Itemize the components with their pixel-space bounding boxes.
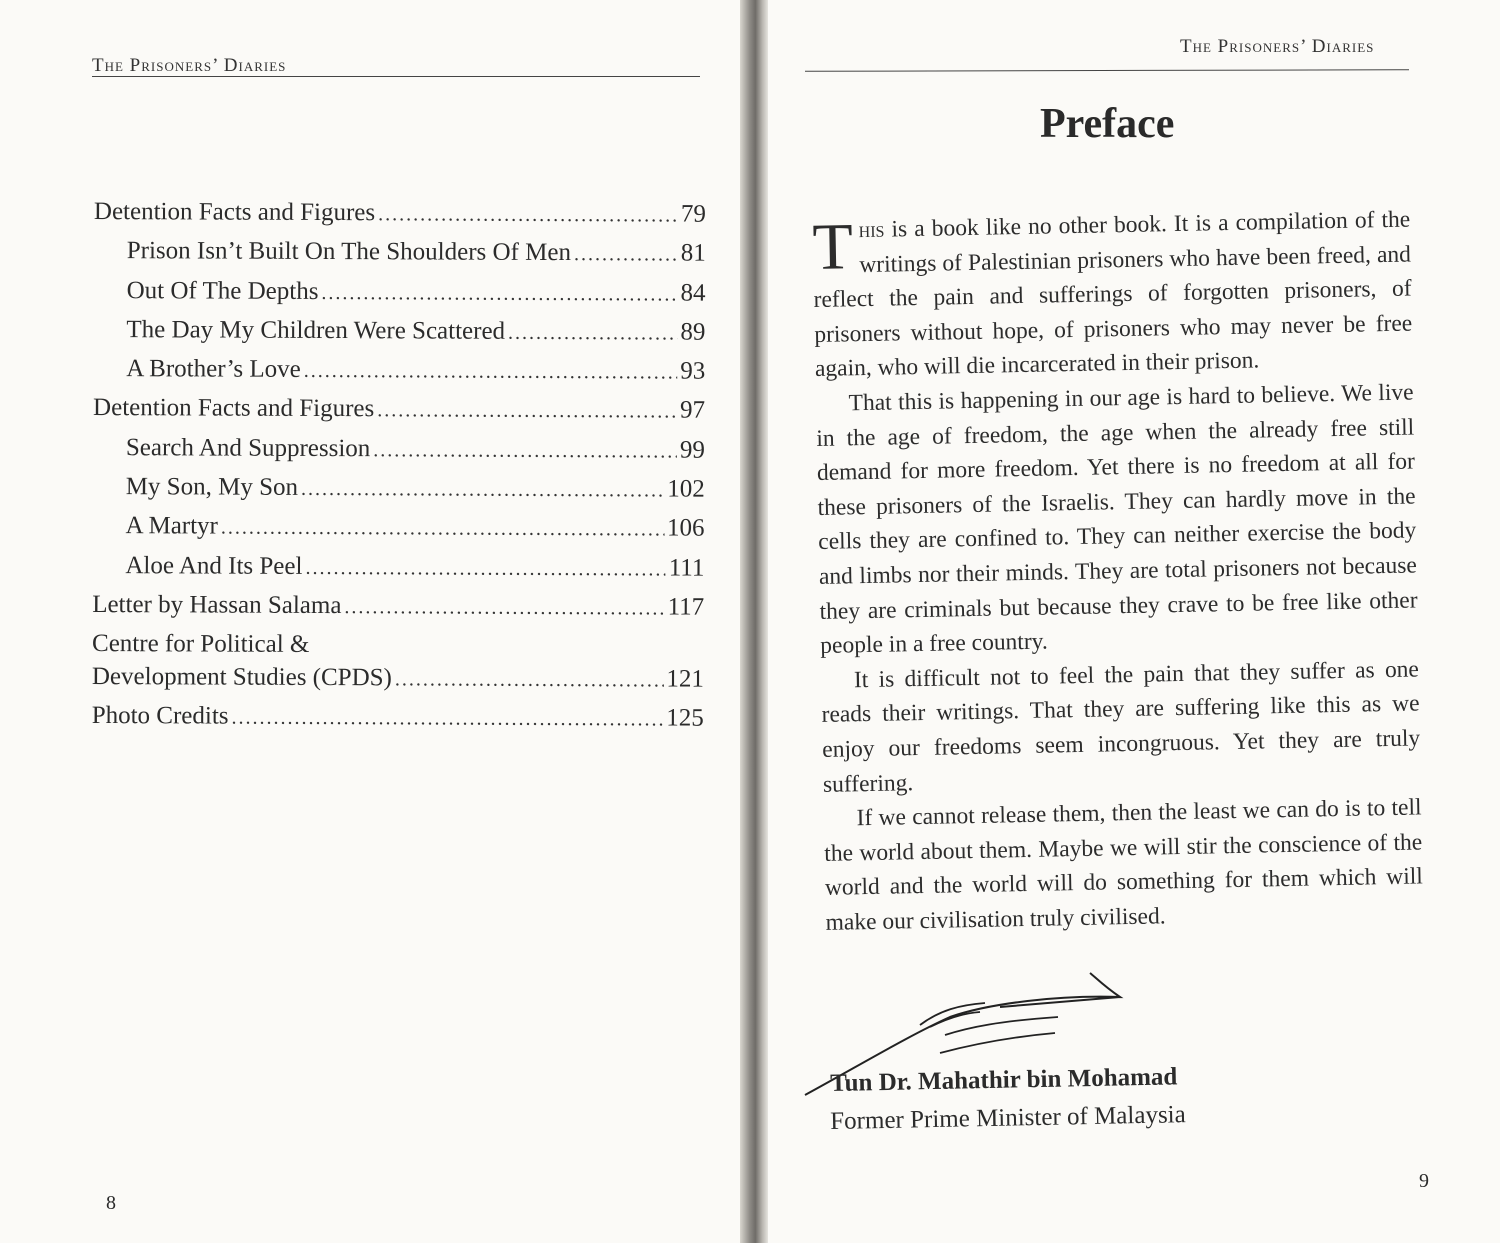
dot-leader bbox=[377, 400, 677, 424]
toc-page-number: 125 bbox=[666, 704, 704, 732]
toc-entry bbox=[93, 277, 705, 319]
toc-entry bbox=[92, 702, 704, 744]
toc-title: Photo Credits bbox=[91, 702, 229, 730]
toc-page-number: 79 bbox=[680, 200, 706, 228]
small-caps-lead: his bbox=[858, 216, 885, 244]
book-gutter bbox=[740, 0, 768, 1243]
toc-page-number: 97 bbox=[680, 397, 706, 425]
toc-title: Centre for Political & bbox=[91, 630, 310, 659]
paragraph: If we cannot release them, then the least we can do is to tell the world about them. Maybe we will stir the conscience of the world and the world will do something for them which will make our civilisation truly civilised. bbox=[824, 794, 1424, 936]
paragraph-text: is a book like no other book. It is a compilation of the writings of Palestinian prisoners who have been freed, and reflect the pain and sufferings of forgotten prisoners, of prisoners without hope, of prisoners who may never be free again, who will die incarcerated in their prison. bbox=[813, 206, 1413, 383]
page-number: 8 bbox=[106, 1192, 116, 1214]
header-rule bbox=[92, 76, 700, 77]
dot-leader bbox=[395, 669, 664, 693]
drop-cap: T bbox=[811, 210, 854, 284]
dot-leader bbox=[305, 557, 665, 582]
toc-page-number: 102 bbox=[667, 475, 705, 503]
running-head: The Prisoners’ Diaries bbox=[1180, 36, 1375, 57]
dot-leader bbox=[321, 282, 677, 307]
toc-page-number: 89 bbox=[680, 318, 706, 346]
toc-line bbox=[92, 663, 704, 694]
dot-leader bbox=[344, 596, 664, 620]
dot-leader bbox=[304, 360, 678, 385]
paragraph: It is difficult not to feel the pain that they suffer as one reads their writings. That they are suffering like this as we enjoy our freedoms seem incongruous. Yet they are truly suffering. bbox=[821, 656, 1421, 798]
signatory-title: Former Prime Minister of Malaysia bbox=[830, 1101, 1186, 1135]
dot-leader bbox=[373, 439, 677, 463]
toc-entry bbox=[92, 512, 704, 554]
toc-title: Prison Isn’t Built On The Shoulders Of Men bbox=[126, 237, 572, 267]
toc-page-number: 81 bbox=[680, 239, 706, 267]
toc-page-number: 84 bbox=[680, 279, 706, 307]
paragraph: That this is happening in our age is hard to believe. We live in the age of freedom, the age when the already free still demand for more freedom. Yet there is no freedom at all for these prisoners of the Israelis. They can hardly move in the cells they are confined to. They can neither exercise the body and limbs nor their minds. They are total prisoners not because they are criminals but because they crave to be free like other people in a free country. bbox=[816, 379, 1418, 660]
page-number: 9 bbox=[1419, 1170, 1429, 1192]
toc-page-number: 121 bbox=[666, 665, 704, 693]
toc-page-number: 117 bbox=[667, 593, 705, 621]
toc-title: The Day My Children Were Scattered bbox=[126, 316, 506, 345]
toc-entry bbox=[93, 355, 705, 397]
toc-entry bbox=[92, 630, 704, 705]
toc-page-number: 111 bbox=[668, 554, 705, 582]
toc-entry bbox=[93, 316, 705, 358]
toc-entry bbox=[93, 394, 705, 436]
toc-title: My Son, My Son bbox=[125, 473, 299, 501]
toc-entry bbox=[94, 237, 706, 279]
left-page bbox=[0, 0, 740, 1243]
preface-body bbox=[812, 203, 1424, 941]
toc-page-number: 106 bbox=[667, 514, 705, 543]
page-title: Preface bbox=[1040, 101, 1175, 147]
toc-title: A Brother’s Love bbox=[126, 355, 301, 384]
toc-title: A Martyr bbox=[125, 512, 218, 540]
running-head: The Prisoners’ Diaries bbox=[92, 55, 287, 76]
toc-title: Search And Suppression bbox=[125, 433, 371, 462]
dot-leader bbox=[232, 707, 664, 732]
toc-title: Out Of The Depths bbox=[126, 276, 319, 305]
dot-leader bbox=[508, 322, 677, 346]
paragraph bbox=[812, 203, 1413, 387]
toc-entry bbox=[93, 434, 705, 476]
toc-title: Aloe And Its Peel bbox=[125, 551, 303, 580]
toc-title: Detention Facts and Figures bbox=[93, 198, 376, 227]
dot-leader bbox=[301, 478, 664, 503]
toc-entry bbox=[92, 591, 704, 633]
dot-leader bbox=[221, 517, 664, 542]
toc-entry bbox=[94, 198, 706, 240]
signatory-name: Tun Dr. Mahathir bin Mohamad bbox=[830, 1063, 1178, 1097]
dot-leader bbox=[378, 203, 678, 227]
toc-title: Detention Facts and Figures bbox=[93, 394, 375, 423]
dot-leader bbox=[574, 243, 678, 266]
toc-page-number: 93 bbox=[680, 357, 706, 385]
toc-entry bbox=[92, 552, 704, 594]
toc-title: Development Studies (CPDS) bbox=[91, 663, 392, 692]
toc-page-number: 99 bbox=[679, 436, 705, 464]
toc-entry bbox=[93, 473, 705, 515]
table-of-contents bbox=[92, 198, 706, 744]
toc-title: Letter by Hassan Salama bbox=[92, 590, 342, 620]
